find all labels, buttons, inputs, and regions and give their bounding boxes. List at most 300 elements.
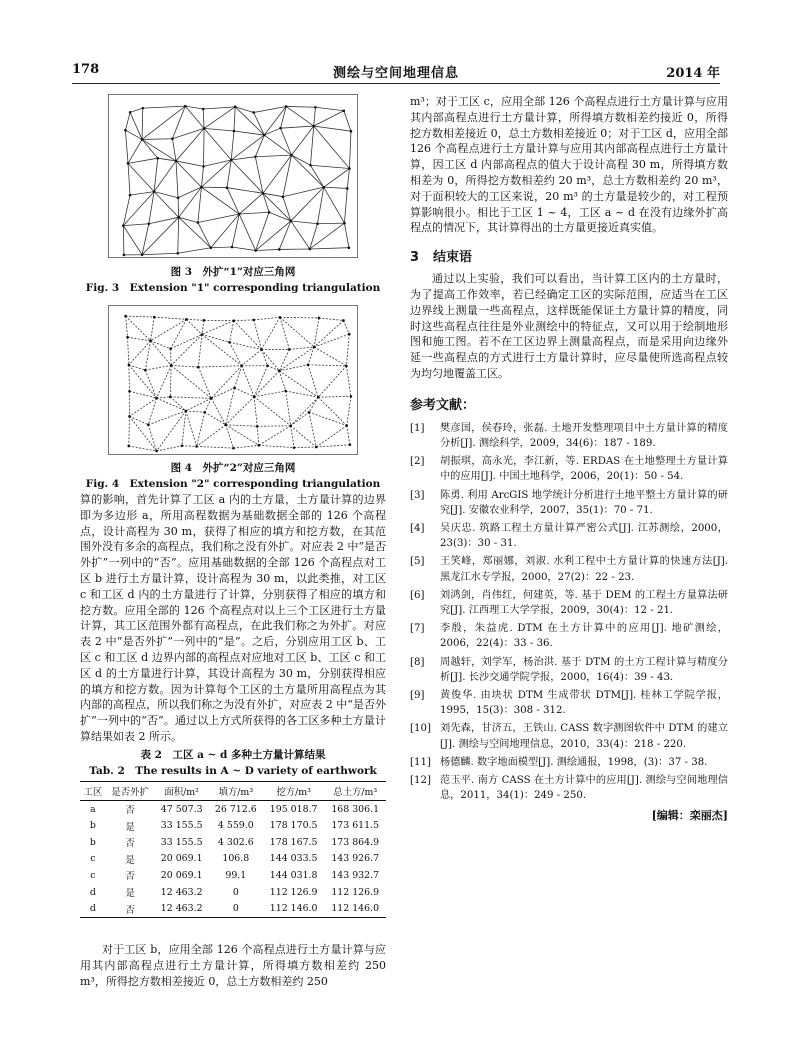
elevation-point xyxy=(177,196,180,199)
table-cell: 47 507.3 xyxy=(160,803,203,815)
elevation-point xyxy=(224,423,227,426)
elevation-point xyxy=(313,346,316,349)
elevation-point xyxy=(129,194,132,197)
elevation-point xyxy=(266,364,269,367)
elevation-point xyxy=(290,154,293,157)
reference-text: 胡振琪，高永光，李江新，等. ERDAS 在土地整理土方量计算中的应用[J]. 中国土地科学，2006，20(1)：50 - 54. xyxy=(440,456,728,483)
triangulation-edge xyxy=(239,212,269,214)
reference-number: [7] xyxy=(410,623,425,635)
elevation-point xyxy=(228,341,231,344)
triangulation-edge xyxy=(318,366,346,397)
triangulation-edge xyxy=(254,397,291,426)
triangulation-edge xyxy=(211,247,232,248)
elevation-point xyxy=(256,425,259,428)
triangulation-edge xyxy=(202,321,234,335)
reference-number: [3] xyxy=(410,489,425,501)
triangulation-edge xyxy=(130,112,142,139)
triangulation-edge xyxy=(186,398,211,411)
reference-number: [8] xyxy=(410,656,425,668)
triangulation-edge xyxy=(286,106,314,126)
triangulation-edge xyxy=(324,187,348,188)
elevation-point xyxy=(185,318,188,321)
triangulation-edge xyxy=(205,398,212,412)
elevation-point xyxy=(230,159,233,162)
triangulation-edge xyxy=(232,247,256,250)
elevation-point xyxy=(234,106,237,109)
triangulation-edge xyxy=(148,411,186,425)
elevation-point xyxy=(123,254,126,257)
triangulation-edge xyxy=(231,131,234,160)
table-cell: 否 xyxy=(125,838,135,850)
figure-4-caption-cn: 图 4 外扩“2”对应三角网 xyxy=(170,462,296,474)
reference-text: 杨德麟. 数字地面模型[J]. 测绘通报，1998，(3)：37 - 38. xyxy=(440,756,708,768)
triangulation-edge xyxy=(204,107,235,129)
elevation-point xyxy=(317,396,320,399)
elevation-point xyxy=(238,213,241,216)
triangulation-edge xyxy=(308,347,314,365)
triangulation-edge xyxy=(185,106,203,109)
left-column xyxy=(80,94,386,989)
table-cell: 4 302.6 xyxy=(217,836,254,848)
triangulation-edge xyxy=(316,426,346,447)
table-cell: 33 155.5 xyxy=(160,836,203,848)
triangulation-edge xyxy=(259,445,294,447)
table-cell: a xyxy=(90,803,96,815)
table-cell: 26 712.6 xyxy=(214,803,257,815)
triangulation-edge xyxy=(291,221,310,249)
triangulation-edge xyxy=(291,412,309,426)
elevation-point xyxy=(308,248,311,251)
triangulation-edge xyxy=(314,126,350,168)
triangulation-edge xyxy=(171,319,187,348)
table-cell: 112 146.0 xyxy=(263,900,325,917)
triangulation-edge xyxy=(254,112,265,135)
elevation-point xyxy=(197,366,200,369)
triangulation-edge xyxy=(315,107,343,111)
reference-number: [9] xyxy=(410,690,425,701)
elevation-point xyxy=(232,319,235,322)
table-cell: d xyxy=(89,886,96,898)
triangulation-edge xyxy=(157,365,172,398)
triangulation-edge xyxy=(197,412,205,446)
table-cell: b xyxy=(89,820,96,832)
triangulation-edge xyxy=(129,416,130,446)
triangulation-edge xyxy=(283,187,324,197)
elevation-point xyxy=(170,364,173,367)
triangulation-edge xyxy=(203,109,204,128)
triangulation-edge xyxy=(291,155,323,187)
table-cell: 12 463.2 xyxy=(160,886,203,898)
triangulation-edge xyxy=(314,334,349,347)
table-row xyxy=(80,800,386,817)
elevation-point xyxy=(350,130,353,133)
elevation-point xyxy=(122,224,125,227)
elevation-point xyxy=(127,162,130,165)
elevation-point xyxy=(155,450,158,453)
triangulation-edge xyxy=(269,212,291,221)
elevation-point xyxy=(181,445,184,448)
elevation-point xyxy=(233,130,236,133)
table-header-cell: 填方/m³ xyxy=(209,781,263,800)
elevation-point xyxy=(209,246,212,249)
triangulation-edge xyxy=(324,187,345,223)
elevation-point xyxy=(124,129,127,132)
triangulation-edge xyxy=(170,397,186,411)
reference-item xyxy=(410,688,728,718)
triangulation-edge xyxy=(316,445,350,447)
elevation-point xyxy=(289,425,292,428)
triangulation-edge xyxy=(198,335,202,368)
table-cell: d xyxy=(80,900,106,917)
elevation-point xyxy=(322,186,325,189)
triangulation-edge xyxy=(123,195,130,225)
triangulation-edge xyxy=(257,426,259,445)
table-cell: 168 306.1 xyxy=(331,803,380,815)
triangulation-edge xyxy=(157,398,186,411)
elevation-point xyxy=(127,445,130,448)
triangulation-edge xyxy=(291,397,319,426)
triangulation-edge xyxy=(154,192,178,198)
triangulation-edge xyxy=(343,320,349,334)
triangulation-edge xyxy=(178,217,179,253)
reference-number: [4] xyxy=(410,522,425,534)
triangulation-edge xyxy=(279,365,308,371)
triangulation-edge xyxy=(310,224,318,249)
triangulation-edge xyxy=(317,223,344,224)
triangulation-edge xyxy=(254,320,262,350)
elevation-point xyxy=(149,340,152,343)
triangulation-edge xyxy=(279,371,318,397)
reference-text: 陈勇. 利用 ArcGIS 地学统计分析进行土地平整土方量计算的研究[J]. 安徽农业科学，2007，35(1)：70 - 71. xyxy=(440,489,728,516)
triangulation-edge xyxy=(349,131,351,168)
elevation-point xyxy=(254,249,257,252)
table-cell: 112 126.9 xyxy=(269,886,318,898)
journal-title: 测绘与空间地理信息 xyxy=(332,66,459,81)
triangulation-edge xyxy=(170,365,171,396)
table-cell: 112 146.0 xyxy=(324,900,386,917)
elevation-point xyxy=(278,370,281,373)
elevation-point xyxy=(202,108,205,111)
elevation-point xyxy=(171,137,174,140)
triangulation-edge xyxy=(142,108,143,139)
reference-number: [12] xyxy=(410,775,431,787)
elevation-point xyxy=(309,164,312,167)
triangulation-edge xyxy=(226,425,234,448)
reference-number: [2] xyxy=(410,456,425,468)
triangulation-edge xyxy=(128,163,130,195)
triangulation-edge xyxy=(314,111,344,126)
table-cell: 178 167.5 xyxy=(269,836,318,848)
editor-note: [编辑：栾丽杰] xyxy=(651,809,728,823)
references-heading: 参考文献： xyxy=(410,397,476,413)
elevation-point xyxy=(260,348,263,351)
reference-item xyxy=(410,621,728,651)
elevation-point xyxy=(279,127,282,130)
reference-item xyxy=(410,488,728,518)
triangulation-edge xyxy=(279,371,285,391)
triangulation-edge xyxy=(128,337,129,365)
triangulation-edge xyxy=(126,316,128,337)
triangulation-edge xyxy=(201,160,231,187)
triangulation-edge xyxy=(171,365,198,367)
triangulation-edge xyxy=(197,425,226,447)
table-cell: 173 611.5 xyxy=(331,820,380,832)
triangulation-edge xyxy=(154,317,186,319)
elevation-point xyxy=(318,317,321,320)
table-row xyxy=(80,900,386,917)
triangulation-edge xyxy=(123,226,124,255)
triangulation-edge xyxy=(202,335,230,343)
triangulation-edge xyxy=(157,446,182,451)
right-body-paragraph: m³；对于工区 c，应用全部 126 个高程点进行土方量计算与应用其内部高程点进行土方量计算，所得填方数相差约接近 0，所得挖方数相差接近 0，总土方数相差接近 0；对于工区 d，应用全部 126 个高程点进行土方量计算与应用其内部高程点进行土方量计算，因工区 d 内部高程点的值大于设计高程 30 m，所得填方数相差为 0，所得挖方数相差约 20 m³，总土方数相差约 20 m³，对于面积较大的工区来说，20 m³ 的土方量是较少的，对工程预算影响很小。相比于工区 1 ~ 4，工区 a ~ d 在没有边缘外扩高程点的情况下，其计算得出的土方量更接近真实值。 xyxy=(410,95,728,235)
triangulation-edge xyxy=(178,248,211,253)
triangulation-edge xyxy=(324,168,350,187)
triangulation-edge xyxy=(129,341,151,365)
triangulation-edge xyxy=(211,398,225,424)
elevation-point xyxy=(153,316,156,319)
triangulation-edge xyxy=(310,126,313,165)
table-cell: 是 xyxy=(125,821,135,833)
triangulation-edge xyxy=(261,349,279,370)
elevation-point xyxy=(253,319,256,322)
elevation-point xyxy=(147,423,150,426)
elevation-point xyxy=(293,446,296,449)
triangulation-edge xyxy=(344,188,347,223)
elevation-point xyxy=(343,109,346,112)
elevation-point xyxy=(342,319,345,322)
triangulation-edge xyxy=(310,165,349,168)
elevation-point xyxy=(288,348,291,351)
triangulation-edge xyxy=(129,365,130,391)
triangulation-edge xyxy=(226,388,235,425)
triangulation-edge xyxy=(205,412,226,425)
triangulation-edge xyxy=(125,130,128,163)
triangulation-edge xyxy=(309,412,347,425)
table-cell: 173 864.9 xyxy=(331,836,380,848)
triangulation-edge xyxy=(203,128,204,166)
table-cell: b xyxy=(89,836,96,848)
elevation-point xyxy=(312,125,315,128)
reference-item xyxy=(410,554,728,584)
triangulation-edge xyxy=(198,366,241,367)
reference-item xyxy=(410,773,728,803)
elevation-point xyxy=(290,220,293,223)
triangulation-edge xyxy=(255,155,291,157)
table-cell: 是 xyxy=(125,854,135,866)
triangulation-edge xyxy=(211,366,241,399)
elevation-point xyxy=(200,186,203,189)
triangulation-edge xyxy=(201,187,227,188)
triangulation-edge xyxy=(142,224,149,255)
triangulation-edge xyxy=(318,396,351,397)
table-cell: 12 463.2 xyxy=(155,900,209,917)
elevation-point xyxy=(184,105,187,108)
elevation-point xyxy=(278,248,281,251)
reference-text: 李殷，朱益虎. DTM 在土方计算中的应用[J]. 地矿测绘，2006，22(4)：33 - 36. xyxy=(440,623,728,650)
reference-item xyxy=(410,755,728,770)
triangulation-edge xyxy=(151,317,155,341)
elevation-point xyxy=(350,395,353,398)
reference-item xyxy=(410,521,728,551)
triangulation-edge xyxy=(346,334,349,366)
reference-item xyxy=(410,421,728,451)
triangulation-edge xyxy=(234,131,264,135)
triangulation-edge xyxy=(128,337,151,341)
triangulation-edge xyxy=(130,192,154,196)
triangulation-edge xyxy=(227,188,263,193)
triangulation-edge xyxy=(226,397,254,425)
elevation-point xyxy=(141,253,144,256)
elevation-point xyxy=(175,160,178,163)
left-body-paragraph: 算的影响，首先计算了工区 a 内的土方量，土方量计算的边界即为多边形 a，所用高程数据为基础数据全部的 126 个高程点，设计高程为 30 m，获得了相应的填方和挖方数，在其范围外没有多余的高程点，我们称之没有外扩。对应表 2 中“是否外扩”一列中的“否”。应用基础数据的全部 126 个高程点对工区 b 进行土方量计算，设计高程为 30 m，以此类推，对工区 c 和工区 d 内的土方量进行了计算，分别获得了相应的填方和挖方数。应用全部的 126 个高程点对以上三个工区进行土方量计算，其工区范围外都有高程点，在此我们称之为外扩。对应表 2 中“是否外扩”一列中的“是”。之后，分别应用工区 b、工区 c 和工区 d 边界内部的高程点对应地对工区 b、工区 c 和工区 d 的土方量进行计算，其设计高程为 30 m，分别获得相应的填方和挖方数。因为计算每个工区的土方量所用高程点为其内部的高程点，所以我们称之为没有外扩，对应表 2 中“是否外扩”一列中的“否”。通过以上方式所获得的各工区多种土方量计算结果如表 2 所示。 xyxy=(80,493,386,743)
left-bottom-paragraph: 对于工区 b，应用全部 126 个高程点进行土方量计算与应用其内部高程点进行土方量计算，所得填方数相差约 250 m³，所得挖方数相差接近 0，总土方数相差约 250 xyxy=(80,942,386,988)
elevation-point xyxy=(345,365,348,368)
reference-number: [5] xyxy=(410,556,425,568)
table-2-title-cn: 表 2 工区 a ~ d 多种土方量计算结果 xyxy=(140,748,326,761)
journal-year: 2014 年 xyxy=(666,66,720,81)
triangulation-edge xyxy=(318,397,347,425)
triangulation-edge xyxy=(242,366,254,397)
table-cell: 195 018.7 xyxy=(269,803,318,815)
elevation-point xyxy=(128,415,131,418)
table-header-cell: 工区 xyxy=(80,781,106,800)
elevation-point xyxy=(128,390,131,393)
triangulation-edge xyxy=(239,214,255,250)
triangulation-edge xyxy=(347,168,349,188)
triangulation-edge xyxy=(125,130,142,139)
triangulation-edge xyxy=(261,349,267,365)
table-header-cell: 面积/m² xyxy=(155,781,209,800)
table-cell: 20 069.1 xyxy=(160,853,203,865)
reference-item xyxy=(410,721,728,751)
triangulation-edge xyxy=(291,221,318,224)
triangulation-edge xyxy=(128,139,142,163)
elevation-point xyxy=(284,390,287,393)
triangulation-edge xyxy=(347,396,351,425)
triangulation-edge xyxy=(148,425,156,451)
triangulation-edge xyxy=(294,447,316,448)
table-cell: 143 932.7 xyxy=(331,869,380,881)
reference-text: 周越轩，刘学军，杨治洪. 基于 DTM 的土方工程计算与精度分析[J]. 长沙交通学院学报，2000，16(4)：39 - 43. xyxy=(440,656,728,683)
elevation-point xyxy=(176,252,179,255)
triangulation-edge xyxy=(281,126,314,128)
table-cell: 0 xyxy=(232,886,239,898)
elevation-point xyxy=(210,397,213,400)
triangulation-edge xyxy=(123,224,148,226)
elevation-point xyxy=(201,333,204,336)
elevation-point xyxy=(258,444,261,447)
triangulation-edge xyxy=(186,411,205,412)
elevation-point xyxy=(177,216,180,219)
table-cell: 是 xyxy=(125,888,135,900)
table-2-title-en: Tab. 2 The results in A ~ D variety of earthwork xyxy=(89,764,377,777)
triangulation-edge xyxy=(128,163,154,191)
elevation-point xyxy=(148,222,151,225)
triangulation-edge xyxy=(234,321,262,350)
table-row xyxy=(80,867,386,884)
triangulation-edge xyxy=(171,365,211,398)
triangulation-edge xyxy=(201,187,239,214)
elevation-point xyxy=(254,155,257,158)
page-header xyxy=(72,62,720,84)
elevation-point xyxy=(203,319,206,322)
reference-list xyxy=(410,421,728,804)
section-heading xyxy=(410,246,728,265)
table-cell: 106.8 xyxy=(222,853,250,865)
earthwork-results-table xyxy=(80,781,386,918)
elevation-point xyxy=(282,195,285,198)
triangulation-edge xyxy=(310,248,349,249)
triangulation-edge xyxy=(229,342,261,349)
elevation-point xyxy=(226,186,229,189)
triangulation-edge xyxy=(291,126,313,155)
elevation-point xyxy=(128,364,131,367)
elevation-point xyxy=(144,369,147,372)
elevation-point xyxy=(315,446,318,449)
table-header-cell: 总土方/m³ xyxy=(324,781,386,800)
figure-4-caption-en: Fig. 4 Extension "2" corresponding triangulation xyxy=(85,478,381,490)
triangulation-edge xyxy=(314,107,316,126)
figure-3-triangulation xyxy=(108,94,358,258)
elevation-point xyxy=(169,347,172,350)
triangulation-edge xyxy=(279,221,291,249)
elevation-point xyxy=(155,397,158,400)
elevation-point xyxy=(141,138,144,141)
triangulation-edge xyxy=(143,106,186,108)
section-number: 3 xyxy=(410,250,420,266)
triangulation-edge xyxy=(172,139,176,161)
triangulation-edge xyxy=(233,445,258,448)
triangulation-edge xyxy=(176,161,178,198)
elevation-point xyxy=(169,396,172,399)
triangulation-edge xyxy=(204,128,234,131)
triangulation-edge xyxy=(142,139,172,140)
elevation-point xyxy=(203,127,206,130)
elevation-point xyxy=(268,211,271,214)
triangulation-edge xyxy=(256,249,280,250)
elevation-point xyxy=(232,447,235,450)
triangulation-edge xyxy=(125,112,130,130)
triangulation-edge xyxy=(254,397,257,427)
table-cell: c xyxy=(90,853,96,865)
right-column xyxy=(410,94,728,823)
triangulation-edge xyxy=(344,111,351,131)
triangulation-edge xyxy=(202,335,242,366)
triangulation-edge xyxy=(314,320,343,347)
triangulation-edge xyxy=(308,365,318,397)
elevation-point xyxy=(185,410,188,413)
table-cell: c xyxy=(90,869,96,881)
triangulation-edge xyxy=(229,342,241,366)
triangulation-edge xyxy=(202,320,204,334)
triangulation-edge xyxy=(204,128,231,160)
reference-item xyxy=(410,588,728,618)
triangulation-edge xyxy=(254,317,280,320)
elevation-point xyxy=(153,190,156,193)
triangulation-edge xyxy=(211,388,234,398)
table-cell: 143 926.7 xyxy=(331,853,380,865)
elevation-point xyxy=(231,246,234,249)
table-cell: 99.1 xyxy=(225,869,247,881)
table-cell: 4 559.0 xyxy=(217,820,254,832)
triangulation-edge xyxy=(201,166,203,187)
elevation-point xyxy=(129,111,132,114)
triangulation-edge xyxy=(227,160,231,188)
triangulation-edge xyxy=(129,398,156,416)
table-cell: 否 xyxy=(106,900,155,917)
elevation-point xyxy=(279,316,282,319)
triangulation-edge xyxy=(226,425,257,426)
